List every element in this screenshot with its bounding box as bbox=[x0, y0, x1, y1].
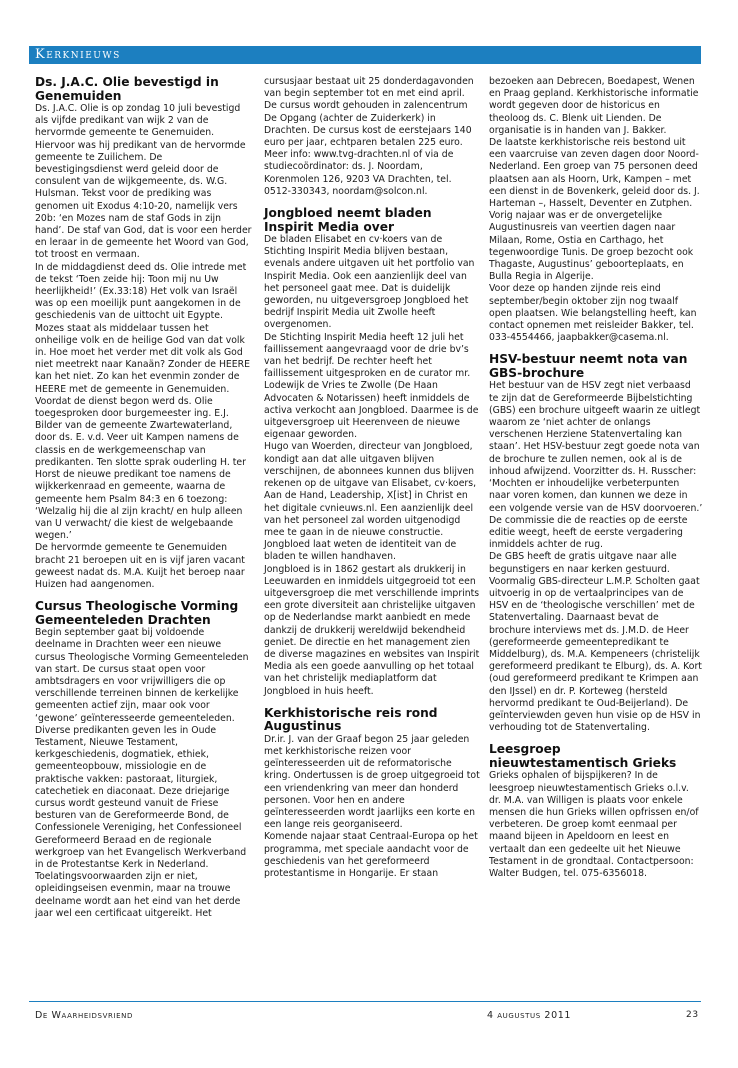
article-paragraph: cursusjaar bestaat uit 25 donderdagavonden van begin september tot en met eind april. De cursus wordt gehouden in zalencentrum De Opgang (achter de Zuiderkerk) in Drachten. De cursus kost de eerstejaars 140 euro per jaar, echtparen betalen 225 euro. Meer info: www.tvg-drachten.nl of via de studiecoördinator: ds. J. Noordam, Korenmolen 126, 9203 VA Drachten, tel. 0512-330343, noordam@solcon.nl. bbox=[264, 76, 474, 197]
article-title-olie: Ds. J.A.C. Olie bevestigd in Genemuiden bbox=[35, 75, 219, 103]
article-title-grieks: Leesgroep nieuwtestamentisch Grieks bbox=[489, 742, 677, 770]
article-paragraph: Begin september gaat bij voldoende deelname in Drachten weer een nieuwe cursus Theologische Vorming Gemeenteleden van start. De cursus staat open voor ambtsdragers en voor vrijwilligers die op verschillende terreinen binnen de kerkelijke gemeenten actief zijn, maar ook voor ‘gewone’ geïnteresseerde gemeenteleden. Diverse predikanten geven les in Oude Testament, Nieuwe Testament, kerkgeschiedenis, dogmatiek, ethiek, gemeenteopbouw, missiologie en de praktische vakken: pastoraat, liturgiek, catechetiek en diaconaat. Deze driejarige cursus wordt gesteund vanuit de Friese besturen van de Gereformeerde Bond, de Confessionele Vereniging, het Confessioneel Gereformeerd Beraad en de regionale werkgroep van het Evangelisch Werkverband in de Protestantse Kerk in Nederland. Toelatingsvoorwaarden zijn er niet, opleidingseisen evenmin, maar na trouwe deelname wordt aan het eind van het derde jaar wel een certificaat uitgereikt. Het bbox=[35, 627, 249, 919]
article-paragraph: De Stichting Inspirit Media heeft 12 juli het faillissement aangevraagd voor de drie bv’s van het bedrijf. De rechter heeft het faillissement uitgesproken en de curator mr. Lodewijk de Vries te Zwolle (De Haan Advocaten & Notarissen) heeft inmiddels de activa verkocht aan Jongbloed. Daarmee is de uitgeversgroep uit Heerenveen de nieuwe eigenaar geworden. bbox=[264, 331, 479, 441]
article-paragraph: Grieks ophalen of bijspijkeren? In de leesgroep nieuwtestamentisch Grieks o.l.v. dr. M.A. van Willigen is plaats voor enkele mensen die hun Grieks willen opfrissen en/of verbeteren. De groep komt eenmaal per maand bijeen in Apeldoorn en leest en vertaalt dan een gedeelte uit het Nieuwe Testament in de grondtaal. Contactpersoon: Walter Budgen, tel. 075-6356018. bbox=[489, 770, 699, 879]
article-paragraph: Jongbloed is in 1862 gestart als drukkerij in Leeuwarden en inmiddels uitgegroeid tot een uitgeversgroep die met verschillende imprints een grote diversiteit aan christelijke uitgaven op de Nederlandse markt aanbiedt en mede dankzij de drukkerij wereldwijd bekendheid geniet. De directie en het management zien de diverse magazines en websites van Inspirit Media als een goede aanvulling op het totaal van het christelijk mediaplatform dat Jongbloed in huis heeft. bbox=[264, 563, 480, 697]
section-header: Kerknieuws bbox=[29, 46, 701, 64]
column-2 bbox=[264, 76, 480, 880]
article-paragraph: Voordat de dienst begon werd ds. Olie toegesproken door burgemeester ing. E.J. Bilder van de gemeente Zwartewaterland, door ds. E. v.d. Veer uit Kampen namens de classis en de werkgemeenschap van predikanten. Ten slotte sprak ouderling H. ter Horst de nieuwe predikant toe namens de wijkkerkenraad en gemeente, waarna de gemeente hem Psalm 84:3 en 6 toezong: ‘Welzalig hij die al zijn kracht/ en hulp alleen van U verwacht/ die kiest de welgebaande wegen.’ bbox=[35, 395, 246, 542]
footer-publication: De Waarheidsvriend bbox=[35, 1010, 133, 1021]
column-3 bbox=[489, 76, 703, 880]
footer-date: 4 augustus 2011 bbox=[487, 1010, 572, 1021]
article-paragraph: Voor deze op handen zijnde reis eind september/begin oktober zijn nog twaalf open plaatsen. Wie belangstelling heeft, kan contact opnemen met reisleider Bakker, tel. 033-4554466, jaapbakker@casema.nl. bbox=[489, 283, 697, 344]
article-paragraph: Komende najaar staat Centraal-Europa op het programma, met speciale aandacht voor de geschiedenis van het gereformeerd protestantisme in Hongarije. Er staan bbox=[264, 831, 478, 879]
article-paragraph: De bladen Elisabet en cv·koers van de Stichting Inspirit Media blijven bestaan, evenals andere uitgaven uit het portfolio van Inspirit Media. Ook een aanzienlijk deel van het personeel gaat mee. Dat is duidelijk geworden, nu uitgeversgroep Jongbloed het bedrijf Inspirit Media uit Zwolle heeft overgenomen. bbox=[264, 234, 475, 331]
article-paragraph: Hugo van Woerden, directeur van Jongbloed, kondigt aan dat alle uitgaven blijven verschijnen, de abonnees kunnen dus blijven rekenen op de uitgave van Elisabet, cv·koers, Aan de Hand, Leadership, X[ist] in Christ en het digitale cvnieuws.nl. Een aanzienlijk deel van het personeel zal worden uitgenodigd mee te gaan in de nieuwe constructie. Jongbloed laat weten de identiteit van de bladen te willen handhaven. bbox=[264, 441, 477, 563]
article-paragraph: In de middagdienst deed ds. Olie intrede met de tekst ‘Toen zeide hij: Toon mij nu Uw heerlijkheid!’ (Ex.33:18) Het volk van Israël was op een moeilijk punt aangekomen in de geschiedenis van de uittocht uit Egypte. Mozes staat als middelaar tussen het onheilige volk en de heilige God van dat volk in. Hoe moet het verder met dit volk als God niet meetrekt naar Kanaän? Zonder de HEERE kan het niet. Zo kan het evenmin zonder de HEERE met de gemeente in Genemuiden. bbox=[35, 261, 251, 395]
article-title-augustinus: Kerkhistorische reis rond Augustinus bbox=[264, 705, 438, 734]
article-paragraph: De laatste kerkhistorische reis bestond uit een vaarcruise van zeven dagen door Noord-Nederland. Een groep van 75 personen deed plaatsen aan als Hoorn, Urk, Kampen – met een dienst in de Bovenkerk, geleid door ds. J. Harteman –, Hasselt, Deventer en Zutphen. Vorig najaar was er de onvergetelijke Augustinusreis van veertien dagen naar Milaan, Rome, Ostia en Carthago, het tegenwoordige Tunis. De groep bezocht ook Thagaste, Augustinus’ geboorteplaats, en Bulla Regia in Algerije. bbox=[489, 137, 700, 283]
article-paragraph: De hervormde gemeente te Genemuiden bracht 21 beroepen uit en is vijf jaren vacant geweest nadat ds. M.A. Kuijt het beroep naar Huizen had aangenomen. bbox=[35, 542, 245, 590]
article-paragraph: bezoeken aan Debrecen, Boedapest, Wenen en Praag gepland. Kerkhistorische informatie wordt gegeven door de historicus en theoloog ds. C. Blenk uit Lienden. De organisatie is in handen van J. Bakker. bbox=[489, 76, 699, 136]
footer-divider bbox=[29, 1001, 701, 1002]
article-title-cursus: Cursus Theologische Vorming Gemeenteleden Drachten bbox=[35, 599, 239, 627]
article-paragraph: Het bestuur van de HSV zegt niet verbaasd te zijn dat de Gereformeerde Bijbelstichting (GBS) een brochure uitgeeft waarin ze uitlegt waarom ze ‘niet achter de onlangs verschenen Herziene Statenvertaling kan staan’. Het HSV-bestuur zegt goede nota van de brochure te zullen nemen, ook al is de inhoud afwijzend. Voorzitter ds. H. Russcher: ‘Mochten er inhoudelijke verbeterpunten naar voren komen, dan kunnen we deze in een volgende versie van de HSV doorvoeren.’ De commissie die de reacties op de eerste editie weegt, heeft de eerste vergadering inmiddels achter de rug. bbox=[489, 380, 703, 551]
article-paragraph: De GBS heeft de gratis uitgave naar alle begunstigers en naar kerken gestuurd. Voormalig GBS-directeur L.M.P. Scholten gaat uitvoerig in op de vertaalprincipes van de HSV en de ‘theologische verschillen’ met de Statenvertaling. Daarnaast bevat de brochure interviews met ds. J.M.D. de Heer (gereformeerde gemeentepredikant te Middelburg), ds. M.A. Kempeneers (christelijk gereformeerd predikant te Elburg), ds. A. Kort (oud gereformeerd predikant te Krimpen aan den IJssel) en dr. P. Korteweg (hersteld hervormd predikant te Oud-Beijerland). De geïnterviewden geven hun visie op de HSV in verhouding tot de Statenvertaling. bbox=[489, 551, 702, 734]
article-title-jongbloed: Jongbloed neemt bladen Inspirit Media over bbox=[264, 206, 432, 234]
article-paragraph: Dr.ir. J. van der Graaf begon 25 jaar geleden met kerkhistorische reizen voor geïnteresseerden uit de reformatorische kring. Ondertussen is de groep uitgegroeid tot een vriendenkring van meer dan honderd personen. Voor hen en andere geïnteresseerden wordt jaarlijks een korte en een lange reis georganiseerd. bbox=[264, 733, 480, 831]
column-1 bbox=[35, 76, 252, 920]
page-number: 23 bbox=[686, 1010, 699, 1020]
article-paragraph: Ds. J.A.C. Olie is op zondag 10 juli bevestigd als vijfde predikant van wijk 2 van de hervormde gemeente te Genemuiden. Hiervoor was hij predikant van de hervormde gemeente te Zuilichem. De bevestigingsdienst werd geleid door de consulent van de wijkgemeente, ds. W.G. Hulsman. Tekst voor de prediking was genomen uit Exodus 4:10-20, namelijk vers 20b: ‘en Mozes nam de staf Gods in zijn hand’. De staf van God, dat is voor een herder en leraar in de gemeente het Woord van God, tot troost en vermaan. bbox=[35, 103, 252, 261]
article-title-hsv: HSV-bestuur neemt nota van GBS-brochure bbox=[489, 352, 688, 380]
